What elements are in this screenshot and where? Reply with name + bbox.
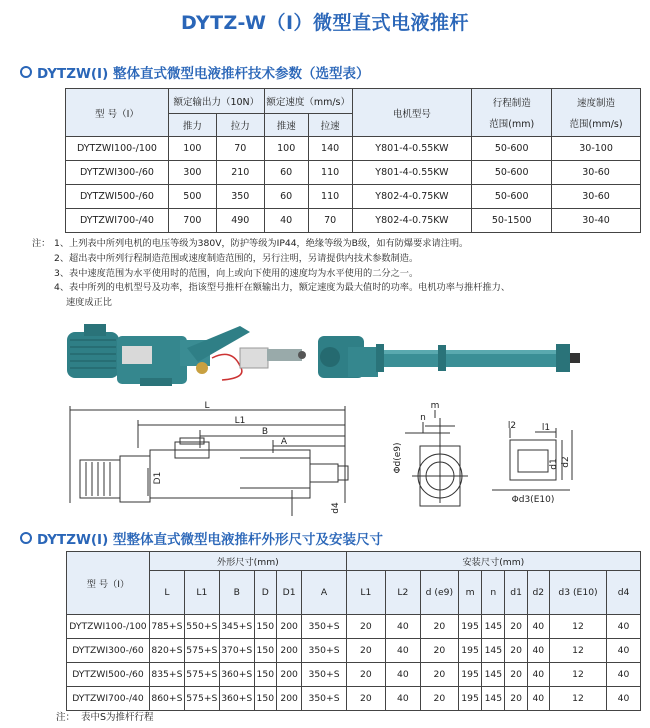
footnote-text: 表中S为推杆行程 <box>81 712 154 723</box>
cell: 575+S <box>184 663 219 687</box>
cell-speed-range: 30-60 <box>552 161 641 185</box>
cell-model: DYTZWI500-/60 <box>66 185 169 209</box>
cell-push-speed: 60 <box>264 185 308 209</box>
cell: 350+S <box>302 615 346 639</box>
cell-model: DYTZWI700-/40 <box>67 687 150 711</box>
cell-push-speed: 40 <box>264 209 308 233</box>
cell-stroke: 50-1500 <box>472 209 552 233</box>
col-header: L2 <box>385 571 420 615</box>
cell: 40 <box>527 615 549 639</box>
cell: 360+S <box>219 687 254 711</box>
cell-pull: 70 <box>216 137 264 161</box>
note-item: 3、表中速度范围为水平使用时的范围，向上或向下使用的速度均为水平使用的二分之一。 <box>54 267 419 279</box>
cell-pull: 490 <box>216 209 264 233</box>
cell: 20 <box>346 615 385 639</box>
cell-push: 100 <box>168 137 216 161</box>
header-pull: 拉力 <box>216 114 264 137</box>
header-model: 型 号（I） <box>67 552 150 615</box>
note-item <box>32 237 644 252</box>
header-push-speed: 推速 <box>264 114 308 137</box>
cell: 195 <box>458 663 481 687</box>
col-header: d (e9) <box>420 571 458 615</box>
header-install: 安装尺寸(mm) <box>346 552 640 571</box>
cell: 20 <box>420 687 458 711</box>
col-header: D <box>254 571 276 615</box>
cell: 40 <box>607 639 641 663</box>
cell-pull-speed: 110 <box>308 161 352 185</box>
cell: 200 <box>276 639 301 663</box>
table-row <box>66 137 641 161</box>
cell: 40 <box>607 687 641 711</box>
header-speedrange <box>552 89 641 137</box>
cell-speed-range: 30-100 <box>552 137 641 161</box>
product-photo-left <box>62 318 312 390</box>
dim-L1: L1 <box>234 416 246 426</box>
cell: 350+S <box>302 687 346 711</box>
cell: 195 <box>458 687 481 711</box>
dim-d2: d2 <box>561 456 571 468</box>
cell: 20 <box>346 687 385 711</box>
header-force: 额定输出力（10N） <box>168 89 264 114</box>
cell: 820+S <box>149 639 184 663</box>
cell: 20 <box>346 663 385 687</box>
section2-title <box>20 528 383 548</box>
cell: 860+S <box>149 687 184 711</box>
dim-d1: d1 <box>549 458 559 470</box>
cell: 20 <box>420 615 458 639</box>
cell-pull-speed: 140 <box>308 137 352 161</box>
cell-motor: Y802-4-0.75KW <box>352 185 472 209</box>
col-header: d2 <box>527 571 549 615</box>
spec-table <box>65 88 641 233</box>
section1-title-text: DYTZW(I) 整体直式微型电液推杆技术参数（选型表） <box>37 66 370 82</box>
section1-title <box>20 62 369 82</box>
header-stroke-l1: 行程制造 <box>492 98 531 109</box>
cell: 40 <box>527 663 549 687</box>
cell-stroke: 50-600 <box>472 137 552 161</box>
col-header: n <box>482 571 505 615</box>
dim-m: m <box>430 401 440 411</box>
cell: 12 <box>549 639 606 663</box>
cell: 20 <box>505 639 527 663</box>
cell: 145 <box>482 615 505 639</box>
cell: 150 <box>254 663 276 687</box>
bullet-ring-icon <box>20 66 32 78</box>
cell: 345+S <box>219 615 254 639</box>
table-row <box>66 185 641 209</box>
col-header: d3 (E10) <box>549 571 606 615</box>
cell-push-speed: 60 <box>264 161 308 185</box>
cell-stroke: 50-600 <box>472 185 552 209</box>
cell: 145 <box>482 639 505 663</box>
col-header: d1 <box>505 571 527 615</box>
table-row <box>66 209 641 233</box>
cell-pull: 210 <box>216 161 264 185</box>
footnote-label: 注： <box>56 712 76 723</box>
cell-model: DYTZWI100-/100 <box>66 137 169 161</box>
table-row <box>66 161 641 185</box>
header-pull-speed: 拉速 <box>308 114 352 137</box>
cell-model: DYTZWI500-/60 <box>67 663 150 687</box>
cell-push: 700 <box>168 209 216 233</box>
cell-speed-range: 30-40 <box>552 209 641 233</box>
dim-l2: l2 <box>507 421 517 431</box>
cell-model: DYTZWI300-/60 <box>66 161 169 185</box>
cell-pull-speed: 70 <box>308 209 352 233</box>
cell-model: DYTZWI100-/100 <box>67 615 150 639</box>
cell-model: DYTZWI300-/60 <box>67 639 150 663</box>
cell: 360+S <box>219 663 254 687</box>
cell: 20 <box>420 663 458 687</box>
product-photo-right <box>318 333 580 383</box>
cell-motor: Y802-4-0.75KW <box>352 209 472 233</box>
cell: 20 <box>420 639 458 663</box>
dim-B: B <box>261 427 269 437</box>
page-title: DYTZ-W（I）微型直式电液推杆 <box>180 12 470 34</box>
col-header: A <box>302 571 346 615</box>
cell: 20 <box>346 639 385 663</box>
col-header: L1 <box>184 571 219 615</box>
cell: 145 <box>482 687 505 711</box>
header-model: 型 号（I） <box>66 89 169 137</box>
header-stroke-l2: 范围(mm) <box>489 119 535 130</box>
cell-motor: Y801-4-0.55KW <box>352 137 472 161</box>
header-outer: 外形尺寸(mm) <box>149 552 346 571</box>
dimension-drawing <box>60 398 650 520</box>
cell: 145 <box>482 663 505 687</box>
cell: 350+S <box>302 639 346 663</box>
col-header: L1 <box>346 571 385 615</box>
dim-D1: D1 <box>153 471 163 485</box>
cell: 40 <box>527 639 549 663</box>
cell: 575+S <box>184 687 219 711</box>
table-row <box>67 663 641 687</box>
cell: 195 <box>458 615 481 639</box>
col-header: L <box>149 571 184 615</box>
cell: 40 <box>385 663 420 687</box>
cell-push: 500 <box>168 185 216 209</box>
dimension-table <box>66 551 641 711</box>
cell: 550+S <box>184 615 219 639</box>
header-speedrange-l2: 范围(mm/s) <box>569 119 623 130</box>
dim-L: L <box>204 401 210 411</box>
cell: 195 <box>458 639 481 663</box>
cell-speed-range: 30-60 <box>552 185 641 209</box>
cell: 40 <box>385 615 420 639</box>
table-row <box>67 687 641 711</box>
header-stroke <box>472 89 552 137</box>
cell-push-speed: 100 <box>264 137 308 161</box>
cell-stroke: 50-600 <box>472 161 552 185</box>
dim-phi-d3: Φd3(E10) <box>511 495 555 505</box>
dim-l1: l1 <box>541 423 551 433</box>
cell: 12 <box>549 663 606 687</box>
cell: 785+S <box>149 615 184 639</box>
dim-n: n <box>420 413 426 423</box>
cell-model: DYTZWI700-/40 <box>66 209 169 233</box>
cell-motor: Y801-4-0.55KW <box>352 161 472 185</box>
cell-pull-speed: 110 <box>308 185 352 209</box>
section2-title-text: DYTZW(I) 型整体直式微型电液推杆外形尺寸及安装尺寸 <box>37 532 383 548</box>
notes-label: 注： <box>32 238 51 249</box>
cell: 200 <box>276 687 301 711</box>
header-motor: 电机型号 <box>352 89 472 137</box>
notes-block <box>32 237 644 311</box>
col-header: m <box>458 571 481 615</box>
cell: 835+S <box>149 663 184 687</box>
dim-d4: d4 <box>331 502 341 514</box>
cell-push: 300 <box>168 161 216 185</box>
header-speedrange-l1: 速度制造 <box>577 98 616 109</box>
cell: 150 <box>254 639 276 663</box>
cell: 20 <box>505 663 527 687</box>
note-item: 2、超出表中所列行程制造范围或速度制造范围的，另行注明，另请提供内技术参数制造。 <box>54 252 419 264</box>
header-push: 推力 <box>168 114 216 137</box>
cell: 370+S <box>219 639 254 663</box>
note-item: 4、表中所列的电机型号及功率，指该型号推杆在额输出力，额定速度为最大值时的功率。电机功率与推杆推力、 <box>54 282 511 294</box>
cell: 20 <box>505 687 527 711</box>
footnote <box>56 709 154 723</box>
cell: 150 <box>254 615 276 639</box>
table-row <box>67 615 641 639</box>
table-row <box>67 639 641 663</box>
cell: 40 <box>527 687 549 711</box>
cell: 20 <box>505 615 527 639</box>
note-item: 速度成正比 <box>66 297 112 309</box>
cell: 200 <box>276 663 301 687</box>
cell-pull: 350 <box>216 185 264 209</box>
cell: 350+S <box>302 663 346 687</box>
cell: 575+S <box>184 639 219 663</box>
bullet-ring-icon <box>20 532 32 544</box>
note-text: 1、上列表中所列电机的电压等级为380V，防护等级为IP44，绝缘等级为B级，如有防爆要求请注明。 <box>54 238 469 249</box>
cell: 40 <box>385 639 420 663</box>
dim-A: A <box>280 437 288 447</box>
col-header: D1 <box>276 571 301 615</box>
cell: 12 <box>549 615 606 639</box>
cell: 150 <box>254 687 276 711</box>
col-header: B <box>219 571 254 615</box>
col-header: d4 <box>607 571 641 615</box>
header-speed: 额定速度（mm/s） <box>264 89 352 114</box>
cell: 12 <box>549 687 606 711</box>
cell: 40 <box>607 663 641 687</box>
dim-phi-d: Φd(e9) <box>393 442 403 474</box>
cell: 200 <box>276 615 301 639</box>
cell: 40 <box>607 615 641 639</box>
cell: 40 <box>385 687 420 711</box>
